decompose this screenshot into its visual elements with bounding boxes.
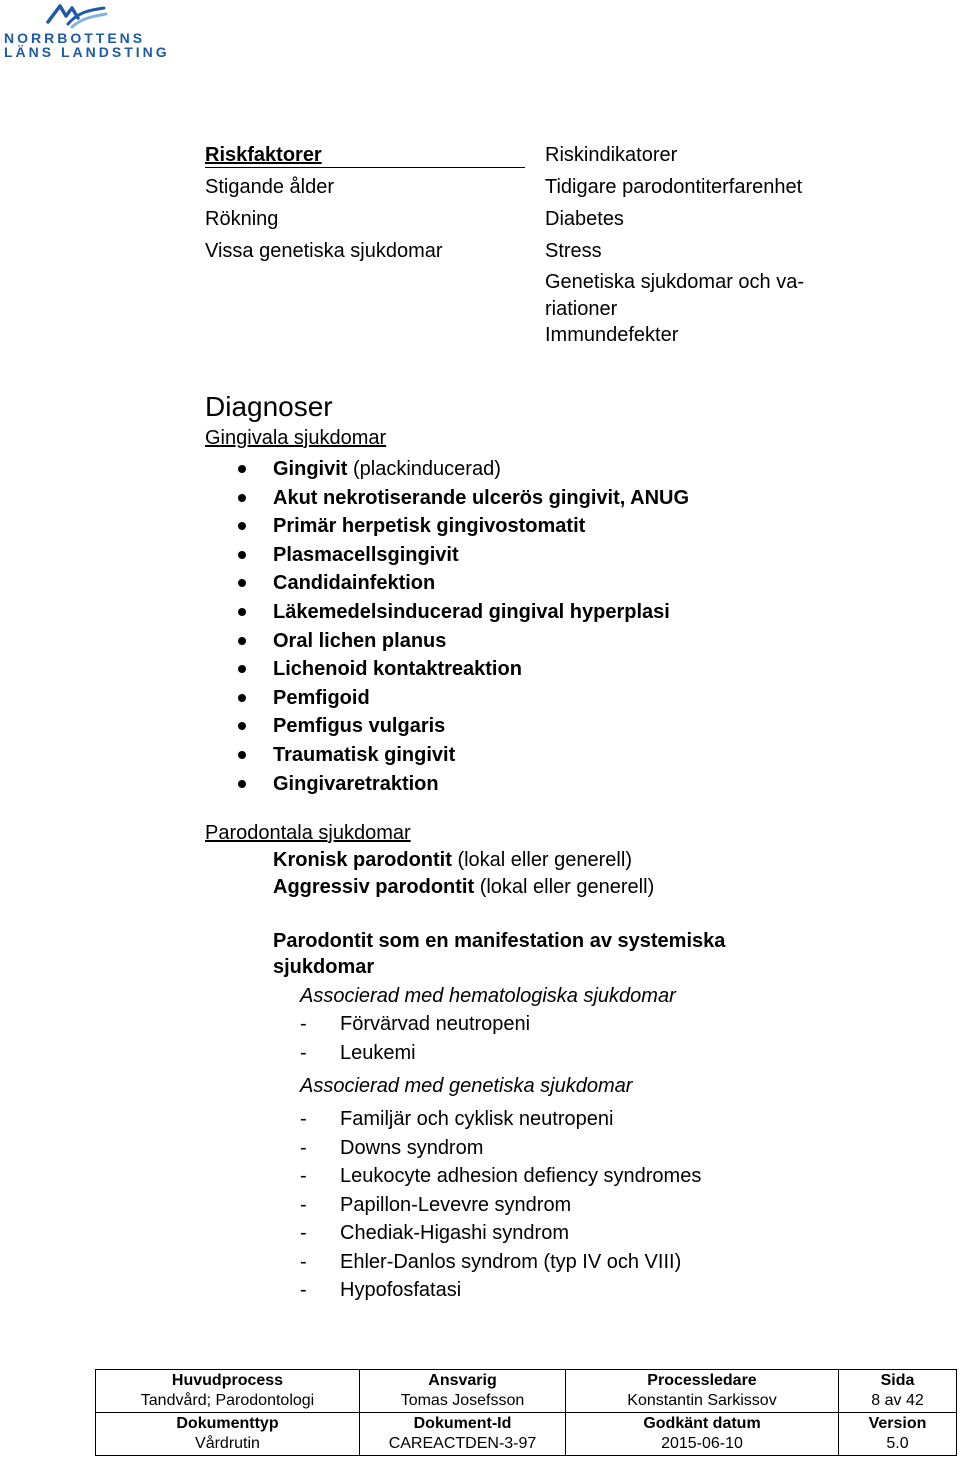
list-item: - Downs syndrom (300, 1137, 484, 1159)
list-item: Oral lichen planus (238, 627, 689, 656)
riskfactors-heading-rule (205, 145, 525, 168)
table-row (96, 1413, 957, 1456)
parodontal-heading: Parodontala sjukdomar (205, 822, 411, 844)
riskindicator-item: riationer (545, 298, 618, 320)
list-item: - Hypofosfatasi (300, 1279, 462, 1301)
list-item: - Chediak-Higashi syndrom (300, 1222, 569, 1244)
riskindicator-item: Tidigare parodontiterfarenhet (545, 176, 803, 198)
bullet-icon (238, 665, 246, 673)
aggressive-parodontitis: Aggressiv parodontit (lokal eller generell) (273, 876, 655, 898)
bullet-icon (238, 780, 246, 788)
gingival-list (238, 455, 689, 798)
gingival-heading: Gingivala sjukdomar (205, 427, 387, 449)
footer-cell-process-leader: Processledare Konstantin Sarkissov (566, 1370, 839, 1413)
bullet-icon (238, 522, 246, 530)
list-item: Plasmacellsgingivit (238, 541, 689, 570)
footer-cell-responsible: Ansvarig Tomas Josefsson (360, 1370, 566, 1413)
list-item: Läkemedelsinducerad gingival hyperplasi (238, 598, 689, 627)
list-item: Gingivaretraktion (238, 770, 689, 799)
bullet-icon (238, 608, 246, 616)
systemic-heading-line1: Parodontit som en manifestation av systemiska (273, 930, 726, 952)
list-item: - Papillon-Levevre syndrom (300, 1194, 572, 1216)
bullet-icon (238, 694, 246, 702)
list-item: Lichenoid kontaktreaktion (238, 655, 689, 684)
riskfactor-item: Rökning (205, 208, 279, 230)
list-item: Primär herpetisk gingivostomatit (238, 512, 689, 541)
list-item: - Ehler-Danlos syndrom (typ IV och VIII) (300, 1251, 682, 1273)
riskindicator-item: Stress (545, 240, 602, 262)
list-item: Candidainfektion (238, 569, 689, 598)
document-footer (95, 1369, 957, 1456)
list-item: - Leukocyte adhesion defiency syndromes (300, 1165, 702, 1187)
logo-text-line1: NORRBOTTENS (4, 30, 146, 46)
footer-cell-page: Sida 8 av 42 (839, 1370, 957, 1413)
riskindicators-heading: Riskindikatorer (545, 144, 678, 166)
riskindicator-item: Genetiska sjukdomar och va- (545, 271, 805, 293)
list-item: Akut nekrotiserande ulcerös gingivit, ANUG (238, 484, 689, 513)
list-item: Gingivit (plackinducerad) (238, 455, 689, 484)
riskfactor-item: Vissa genetiska sjukdomar (205, 240, 443, 262)
list-item: - Leukemi (300, 1042, 416, 1064)
logo (0, 0, 170, 62)
genetic-heading: Associerad med genetiska sjukdomar (300, 1075, 633, 1097)
riskindicator-item: Immundefekter (545, 324, 679, 346)
logo-text-line2: LÄNS LANDSTING (4, 44, 170, 60)
bullet-icon (238, 551, 246, 559)
norrbotten-logo-icon (0, 0, 120, 30)
bullet-icon (238, 494, 246, 502)
list-item: Traumatisk gingivit (238, 741, 689, 770)
footer-cell-version: Version 5.0 (839, 1413, 957, 1456)
list-item: - Förvärvad neutropeni (300, 1013, 531, 1035)
bullet-icon (238, 751, 246, 759)
bullet-icon (238, 637, 246, 645)
riskindicator-item: Diabetes (545, 208, 624, 230)
footer-cell-approved-date: Godkänt datum 2015-06-10 (566, 1413, 839, 1456)
hematologic-heading: Associerad med hematologiska sjukdomar (300, 985, 676, 1007)
footer-cell-document-id: Dokument-Id CAREACTDEN-3-97 (360, 1413, 566, 1456)
footer-cell-document-type: Dokumenttyp Vårdrutin (96, 1413, 360, 1456)
diagnoses-title: Diagnoser (205, 391, 333, 422)
bullet-icon (238, 579, 246, 587)
list-item: Pemfigus vulgaris (238, 712, 689, 741)
bullet-icon (238, 465, 246, 473)
riskfactor-item: Stigande ålder (205, 176, 334, 198)
list-item: Pemfigoid (238, 684, 689, 713)
bullet-icon (238, 722, 246, 730)
footer-cell-main-process: Huvudprocess Tandvård; Parodontologi (96, 1370, 360, 1413)
systemic-heading-line2: sjukdomar (273, 956, 375, 978)
riskfactors-heading: Riskfaktorer (205, 144, 322, 166)
chronic-parodontitis: Kronisk parodontit (lokal eller generell) (273, 849, 632, 871)
table-row (96, 1370, 957, 1413)
list-item: - Familjär och cyklisk neutropeni (300, 1108, 614, 1130)
